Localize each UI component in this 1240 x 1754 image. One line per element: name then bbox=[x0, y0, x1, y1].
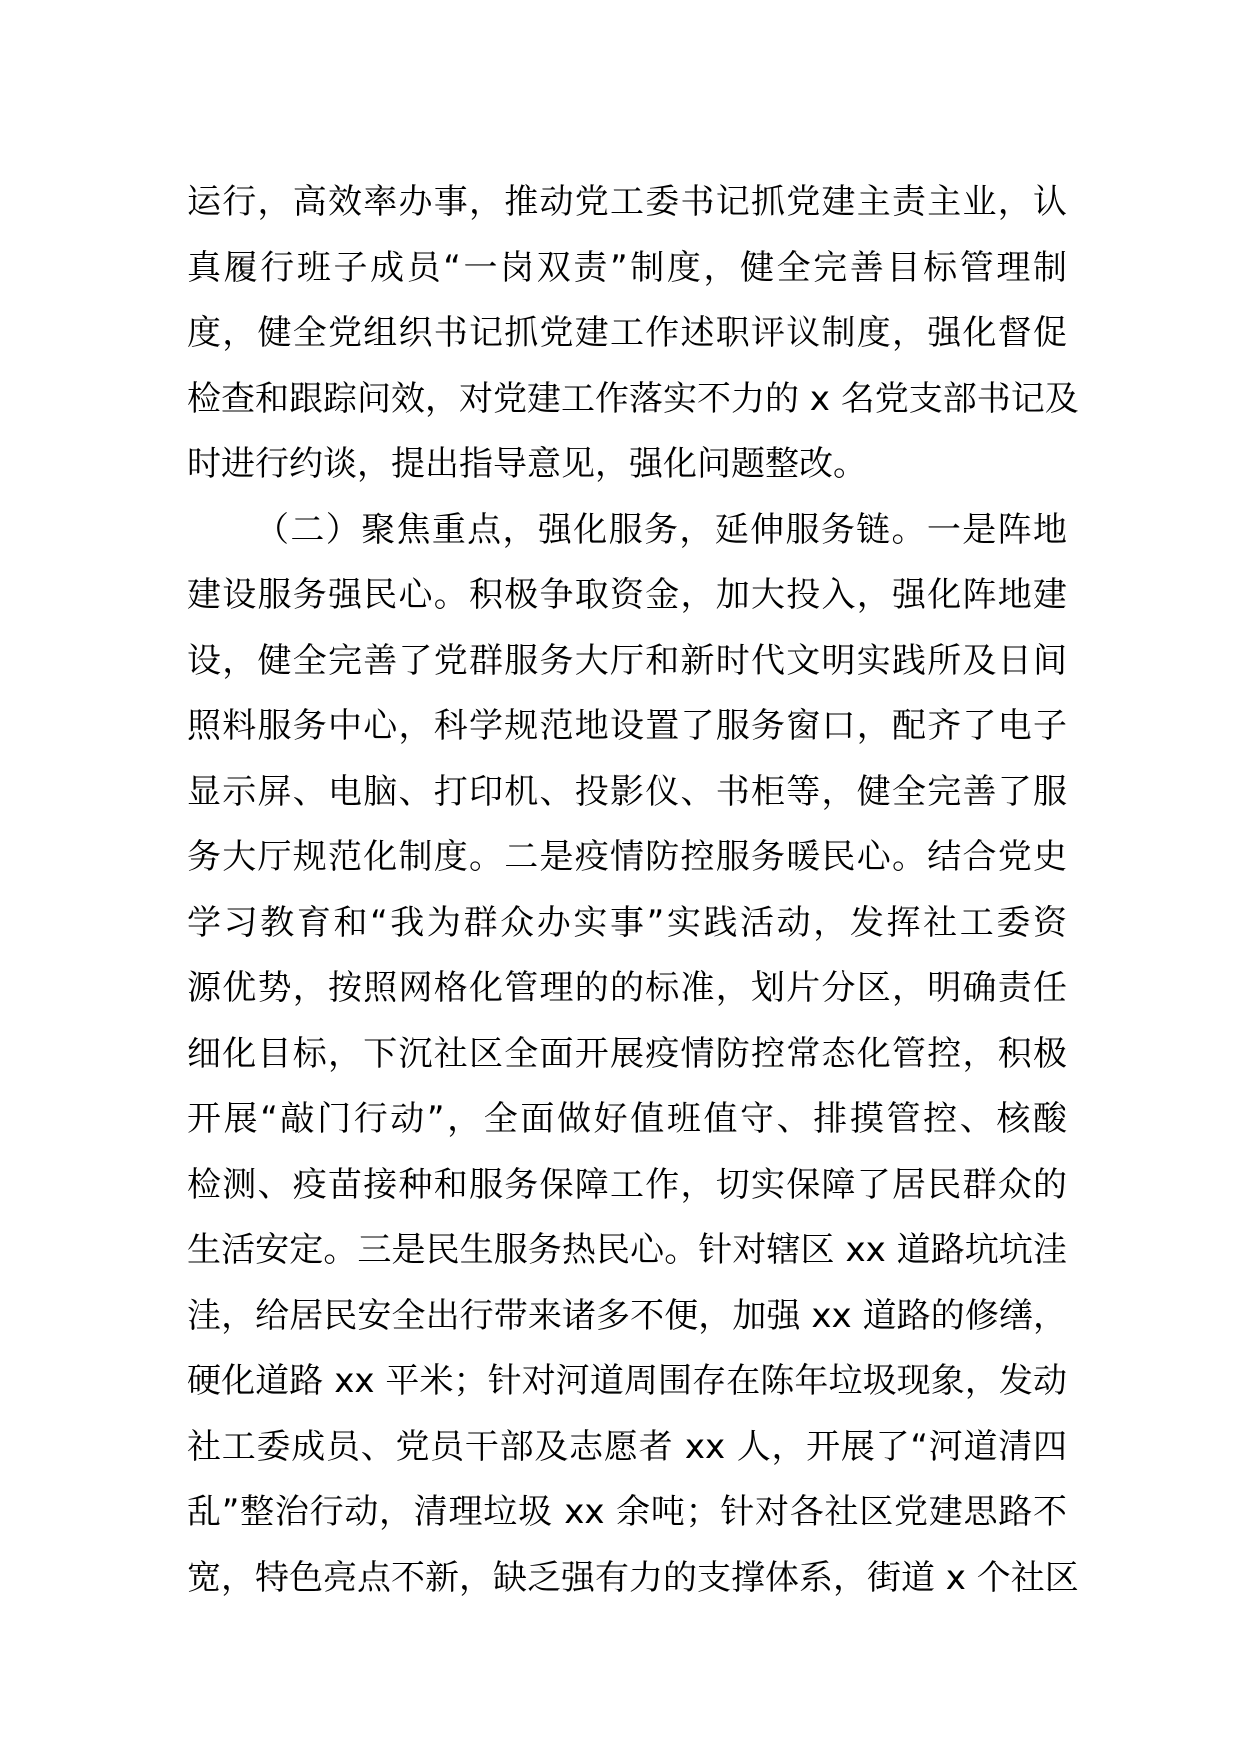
text-line: 检测、疫苗接种和服务保障工作，切实保障了居民群众的 bbox=[187, 1164, 1067, 1205]
text-line: 照料服务中心，科学规范地设置了服务窗口，配齐了电子 bbox=[187, 706, 1067, 746]
text-line: 洼，给居民安全出行带来诸多不便，加强 xx 道路的修缮， bbox=[187, 1295, 1067, 1336]
text-line: 学习教育和“我为群众办实事”实践活动，发挥社工委资 bbox=[187, 902, 1067, 943]
text-line: 设，健全完善了党群服务大厅和新时代文明实践所及日间 bbox=[187, 640, 1067, 681]
text-line: 度，健全党组织书记抓党建工作述职评议制度，强化督促 bbox=[187, 313, 1067, 353]
text-line: 细化目标，下沉社区全面开展疫情防控常态化管控，积极 bbox=[187, 1033, 1067, 1074]
text-line: 运行，高效率办事，推动党工委书记抓党建主责主业，认 bbox=[187, 182, 1067, 222]
paragraph-section-two bbox=[187, 498, 1079, 1612]
text-line: 生活安定。三是民生服务热民心。针对辖区 xx 道路坑坑洼 bbox=[187, 1230, 1067, 1270]
text-line: 建设服务强民心。积极争取资金，加大投入，强化阵地建 bbox=[187, 575, 1067, 615]
text-line: 真履行班子成员“一岗双责”制度，健全完善目标管理制 bbox=[187, 247, 1067, 288]
text-line: 社工委成员、党员干部及志愿者 xx 人，开展了“河道清四 bbox=[187, 1426, 1067, 1467]
text-line: 务大厅规范化制度。二是疫情防控服务暖民心。结合党史 bbox=[187, 837, 1067, 877]
document-body bbox=[187, 170, 1079, 1611]
text-line: 检查和跟踪问效，对党建工作落实不力的 x 名党支部书记及 bbox=[187, 378, 1079, 419]
section-heading-line: （二）聚焦重点，强化服务，延伸服务链。一是阵地 bbox=[255, 509, 1067, 550]
text-line: 乱”整治行动，清理垃圾 xx 余吨；针对各社区党建思路不 bbox=[187, 1492, 1067, 1532]
text-line: 开展“敲门行动”，全面做好值班值守、排摸管控、核酸 bbox=[187, 1099, 1067, 1139]
text-line: 宽，特色亮点不新，缺乏强有力的支撑体系，街道 x 个社区 bbox=[187, 1557, 1079, 1598]
paragraph-continuation bbox=[187, 170, 1079, 498]
text-line: 硬化道路 xx 平米；针对河道周围存在陈年垃圾现象，发动 bbox=[187, 1361, 1067, 1401]
text-line: 时进行约谈，提出指导意见，强化问题整改。 bbox=[187, 444, 867, 484]
text-line: 源优势，按照网格化管理的的标准，划片分区，明确责任 bbox=[187, 968, 1067, 1008]
text-line: 显示屏、电脑、打印机、投影仪、书柜等，健全完善了服 bbox=[187, 771, 1067, 812]
